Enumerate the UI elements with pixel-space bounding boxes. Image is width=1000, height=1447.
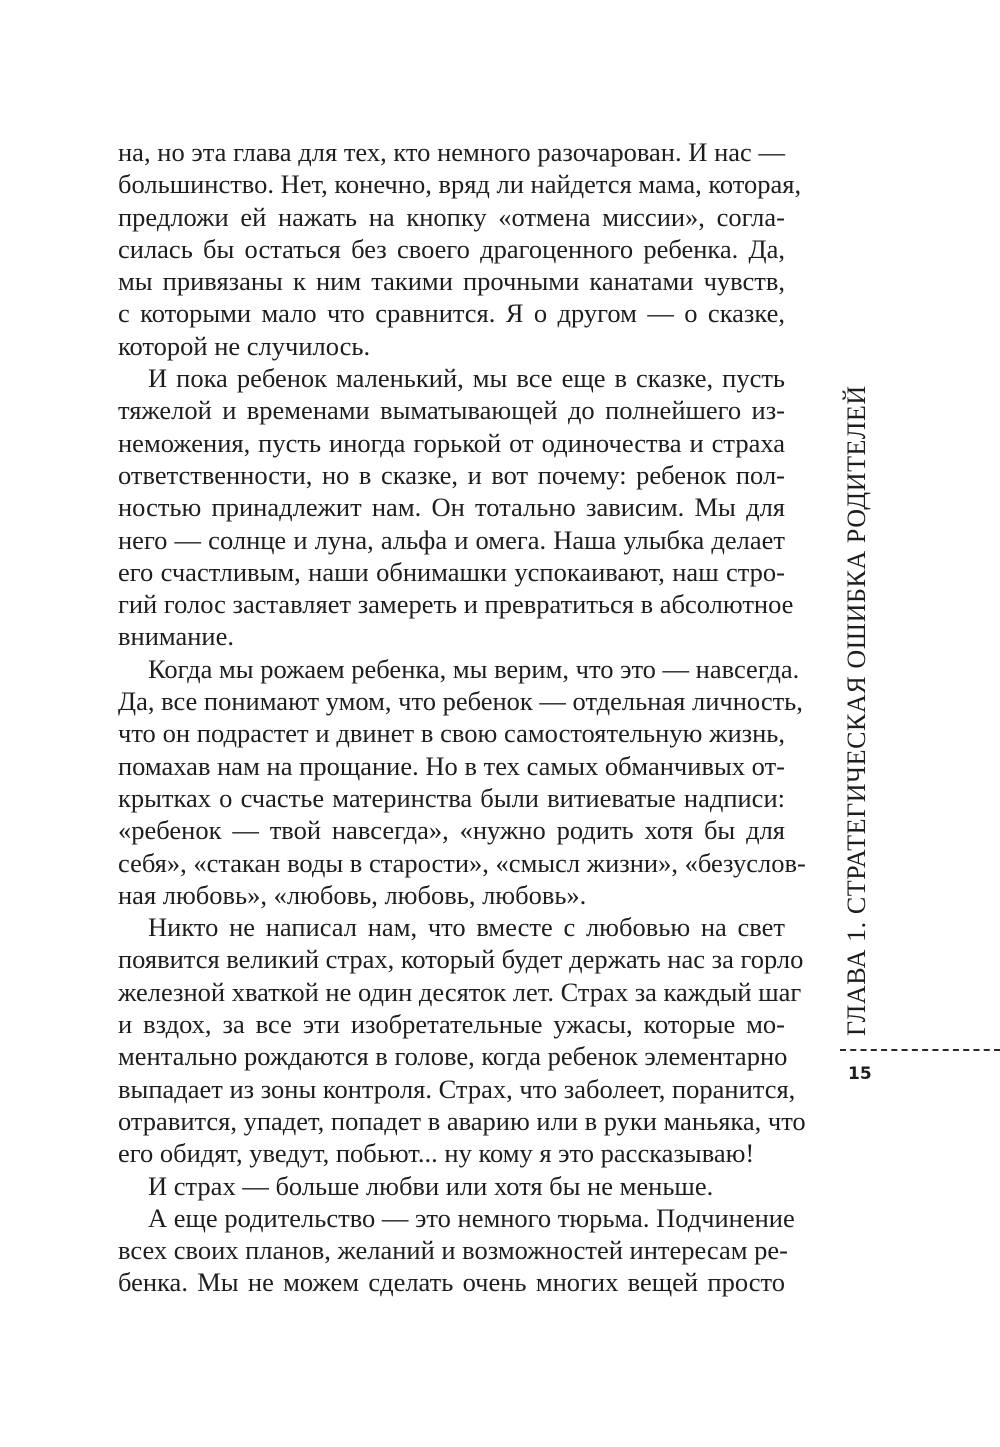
paragraph-4 xyxy=(118,911,806,1169)
dashed-divider xyxy=(840,1049,1000,1051)
text-line: неможения, пусть иногда горькой от одиночества и страха xyxy=(118,427,785,458)
text-line: появится великий страх, который будет держать нас за горло xyxy=(118,944,804,975)
text-line: И страх — больше любви или хотя бы не меньше. xyxy=(148,1170,714,1201)
text-line: которой не случилось. xyxy=(118,330,371,361)
text-line: мы привязаны к ним такими прочными канатами чувств, xyxy=(118,266,785,297)
text-line: Когда мы рожаем ребенка, мы верим, что это — навсегда. xyxy=(148,653,800,684)
text-line: отравится, упадет, попадет в аварию или в руки маньяка, что xyxy=(118,1105,806,1136)
text-line: предложи ей нажать на кнопку «отмена миссии», согла- xyxy=(118,201,785,232)
text-line: А еще родительство — это немного тюрьма. Подчинение xyxy=(148,1202,795,1233)
text-line: выпадает из зоны контроля. Страх, что заболеет, поранится, xyxy=(118,1073,796,1104)
text-line: Да, все понимают умом, что ребенок — отдельная личность, xyxy=(118,686,803,717)
text-line: ностью принадлежит нам. Он тотально зависим. Мы для xyxy=(118,492,785,523)
text-line: крытках о счастье материнства были витиеватые надписи: xyxy=(118,782,785,813)
text-line: с которыми мало что сравнится. Я о другом — о сказке, xyxy=(118,298,785,329)
text-line: себя», «стакан воды в старости», «смысл жизни», «безуслов- xyxy=(118,847,806,878)
text-line: что он подрастет и двинет в свою самостоятельную жизнь, xyxy=(118,718,785,749)
text-line: всех своих планов, желаний и возможностей интересам ре- xyxy=(118,1235,788,1266)
paragraph-3 xyxy=(118,653,806,911)
text-line: И пока ребенок маленький, мы все еще в сказке, пусть xyxy=(148,363,785,394)
text-line: внимание. xyxy=(118,621,234,652)
text-line: силась бы остаться без своего драгоценного ребенка. Да, xyxy=(118,233,785,264)
text-line: ответственности, но в сказке, и вот почему: ребенок пол- xyxy=(118,459,785,490)
text-line: помахав нам на прощание. Но в тех самых обманчивых от- xyxy=(118,750,785,781)
text-line: железной хваткой не один десяток лет. Страх за каждый шаг xyxy=(118,976,802,1007)
page-number: 15 xyxy=(848,1064,872,1084)
paragraph-6 xyxy=(118,1202,795,1299)
text-line: большинство. Нет, конечно, вряд ли найдется мама, которая, xyxy=(118,169,802,200)
text-line: его обидят, уведут, побьют... ну кому я это рассказываю! xyxy=(118,1138,755,1169)
body-text xyxy=(118,136,806,1299)
text-line: и вздох, за все эти изобретательные ужасы, которые мо- xyxy=(118,1009,785,1040)
text-line: тяжелой и временами выматывающей до полнейшего из- xyxy=(118,395,785,426)
running-head-chapter-title: ГЛАВА 1. СТРАТЕГИЧЕСКАЯ ОШИБКА РОДИТЕЛЕЙ xyxy=(842,385,871,1036)
text-line: ная любовь», «любовь, любовь, любовь». xyxy=(118,879,587,910)
text-line: него — солнце и луна, альфа и омега. Наша улыбка делает xyxy=(118,524,785,555)
text-line: его счастливым, наши обнимашки успокаивают, наш стро- xyxy=(118,556,785,587)
text-line: на, но эта глава для тех, кто немного разочарован. И нас — xyxy=(118,137,785,167)
text-line: ментально рождаются в голове, когда ребенок элементарно xyxy=(118,1041,788,1072)
text-line: Никто не написал нам, что вместе с любовью на свет xyxy=(148,912,785,943)
paragraph-1 xyxy=(118,136,802,362)
text-line: гий голос заставляет замереть и превратиться в абсолютное xyxy=(118,589,794,620)
text-line: бенка. Мы не можем сделать очень многих вещей просто xyxy=(118,1267,785,1298)
text-line: «ребенок — твой навсегда», «нужно родить хотя бы для xyxy=(118,815,785,846)
paragraph-2 xyxy=(118,362,794,653)
paragraph-5 xyxy=(118,1170,785,1202)
